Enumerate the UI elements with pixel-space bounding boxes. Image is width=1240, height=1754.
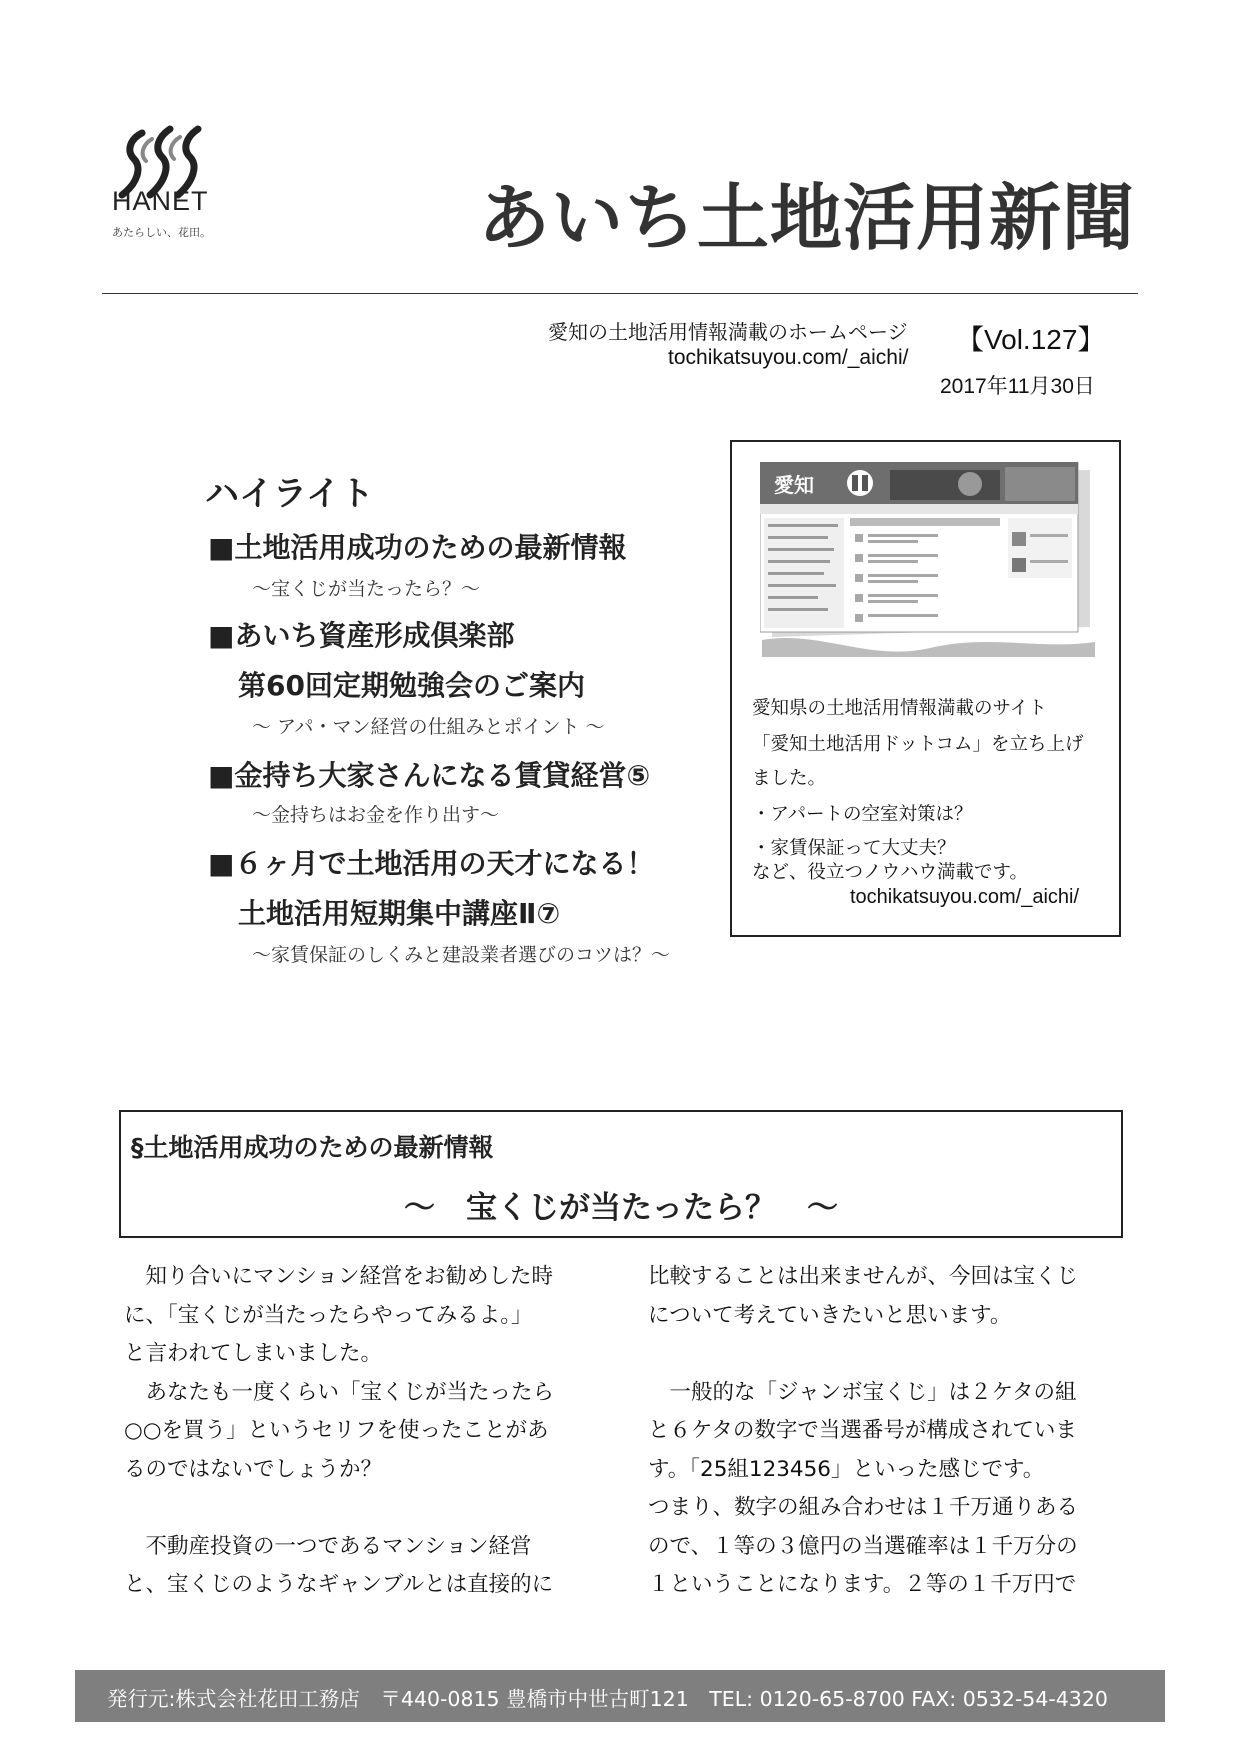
left-line-4: あなたも一度くらい「宝くじが当たったら xyxy=(124,1379,555,1405)
promo-line-5: ・家賃保証って大丈夫？ xyxy=(752,838,956,859)
site-promo-box xyxy=(730,440,1121,937)
right-line-3 xyxy=(648,1335,1078,1374)
highlight-item-4-title-line2: 土地活用短期集中講座Ⅱ⑦ xyxy=(238,897,561,930)
promo-line-3: ました。 xyxy=(752,768,827,789)
volume-number: 【Vol.127】 xyxy=(956,324,1106,355)
promo-line-1: 愛知県の土地活用情報満載のサイト xyxy=(752,698,1047,719)
right-line-9: １ということになります。２等の１千万円で xyxy=(648,1572,1077,1597)
right-line-5: と６ケタの数字で当選番号が構成されていま xyxy=(648,1418,1077,1443)
publisher-info: 発行元:株式会社花田工務店 〒440-0815 豊橋市中世古町121 TEL: 0120-65-8700 FAX: 0532-54-4320 xyxy=(107,1687,1108,1711)
site-description: 愛知の土地活用情報満載のホームページ xyxy=(548,320,908,344)
highlight-item-1-sub: ～宝くじが当たったら？～ xyxy=(252,578,481,600)
highlight-item-3-title: ■金持ち大家さんになる賃貸経営⑤ xyxy=(208,759,651,792)
article-column-right xyxy=(648,1258,1078,1605)
right-line-4: 一般的な「ジャンボ宝くじ」は２ケタの組 xyxy=(648,1379,1077,1405)
logo-text: HANET xyxy=(112,186,209,216)
article-title: §土地活用成功のための最新情報 xyxy=(131,1133,494,1162)
highlights-title: ハイライト xyxy=(205,474,374,514)
promo-line-2: 「愛知土地活用ドットコム」を立ち上げ xyxy=(752,734,1084,755)
right-line-2: について考えていきたいと思います。 xyxy=(648,1302,1012,1328)
masthead-title: あいち土地活用新聞 xyxy=(478,176,1136,260)
site-url: tochikatsuyou.com/_aichi/ xyxy=(668,346,909,369)
highlight-item-4-title: ■６ヶ月で土地活用の天才になる！ xyxy=(208,847,655,880)
right-line-6: す。「25組123456」といった感じです。 xyxy=(648,1456,1045,1482)
left-line-2: に、「宝くじが当たったらやってみるよ。」 xyxy=(124,1302,533,1328)
left-line-9: と、宝くじのようなギャンブルとは直接的に xyxy=(124,1572,554,1597)
publisher-footer xyxy=(75,1670,1165,1722)
highlight-item-2-sub: ～ アパ・マン経営の仕組みとポイント ～ xyxy=(252,716,605,738)
highlight-item-2-title: ■あいち資産形成倶楽部 xyxy=(208,619,515,652)
left-line-3: と言われてしまいました。 xyxy=(124,1341,383,1366)
article-header-box xyxy=(119,1110,1123,1238)
article-column-left xyxy=(124,1258,554,1605)
highlight-item-2-title-line2: 第60回定期勉強会のご案内 xyxy=(238,669,585,702)
highlight-item-1-title: ■土地活用成功のための最新情報 xyxy=(208,531,627,564)
highlight-item-4-sub: ～家賃保証のしくみと建設業者選びのコツは？～ xyxy=(252,944,671,966)
promo-line-6: など、役立つノウハウ満載です。 xyxy=(752,862,1029,883)
left-line-6: るのではないでしょうか？ xyxy=(124,1456,383,1482)
right-line-8: ので、１等の３億円の当選確率は１千万分の xyxy=(648,1533,1078,1559)
logo-subtext: あたらしい、花田。 xyxy=(112,226,211,239)
promo-line-4: ・アパートの空室対策は？ xyxy=(752,804,973,825)
left-line-5: ○○を買う」というセリフを使ったことがあ xyxy=(124,1418,549,1443)
screenshot-title: 愛知 xyxy=(774,473,814,497)
header-divider xyxy=(102,293,1138,294)
left-line-1: 知り合いにマンション経営をお勧めした時 xyxy=(124,1264,554,1289)
article-subtitle: ～ 宝くじが当たったら？ ～ xyxy=(404,1190,838,1226)
right-line-7: つまり、数字の組み合わせは１千万通りある xyxy=(648,1495,1079,1520)
highlight-item-3-sub: ～金持ちはお金を作り出す～ xyxy=(252,804,500,826)
right-line-1: 比較することは出来ませんが、今回は宝くじ xyxy=(648,1264,1079,1289)
hanet-logo-mark xyxy=(112,95,222,245)
left-line-7 xyxy=(124,1489,554,1528)
issue-date: 2017年11月30日 xyxy=(940,375,1095,398)
promo-url: tochikatsuyou.com/_aichi/ xyxy=(850,886,1080,908)
left-line-8: 不動産投資の一つであるマンション経営 xyxy=(124,1533,532,1559)
website-screenshot xyxy=(760,462,1095,657)
